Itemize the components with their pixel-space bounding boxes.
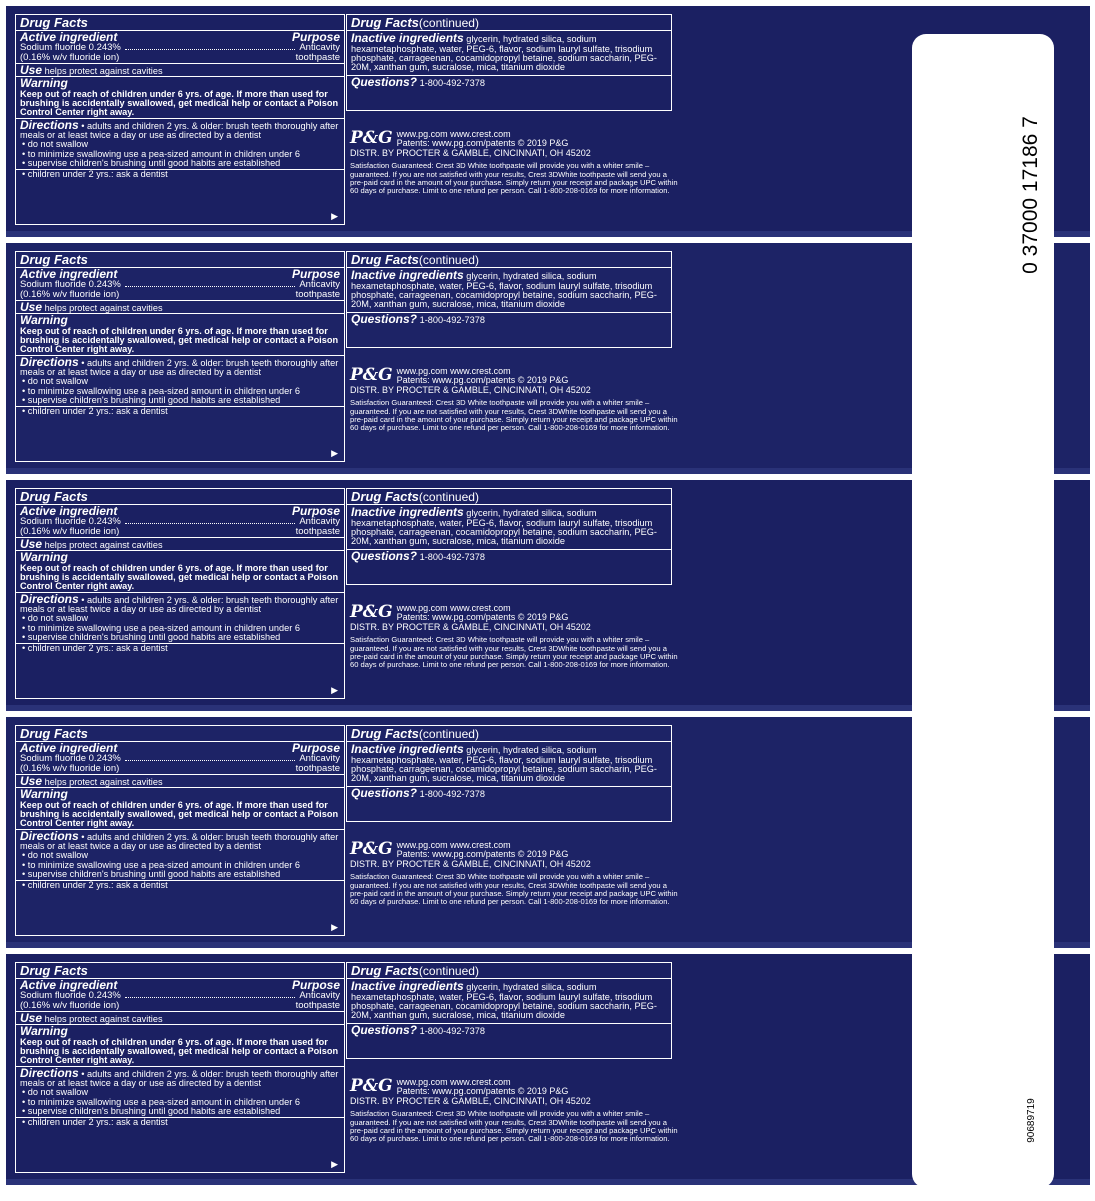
purpose-line: Anticavity xyxy=(299,42,340,54)
directions-heading: Directions xyxy=(20,354,79,369)
inactive-ingredients-text: glycerin, hydrated silica, sodium hexametaphosphate, water, PEG-6, flavor, sodium lauryl sulfate, trisodium phosphate, carrageenan, cocamidopropyl betaine, sodium saccharin, PEG-20M, xanthan gum, sucralose, mica, titanium dioxide xyxy=(351,982,657,1021)
web-links: www.pg.com www.crest.com xyxy=(396,840,511,850)
satisfaction-text: Satisfaction Guaranteed: Crest 3D White toothpaste will provide you with a whiter smile – guaranteed. If you are not satisfied with your results, Crest 3DWhite toothpaste will send you a pre-paid card in the amount of your purchase. Simply return your receipt and package UPC within 60 days of purchase. Limit to one refund per person. Call 1-800-208-0169 for more information. xyxy=(350,872,678,907)
purpose-line: toothpaste xyxy=(295,52,340,64)
manufacturer-info xyxy=(350,130,680,196)
inactive-ingredients-heading: Inactive ingredients xyxy=(351,505,464,520)
active-ingredient-heading: Active ingredient xyxy=(20,504,118,519)
satisfaction-text: Satisfaction Guaranteed: Crest 3D White toothpaste will provide you with a whiter smile – guaranteed. If you are not satisfied with your results, Crest 3DWhite toothpaste will send you a pre-paid card in the amount of your purchase. Simply return your receipt and package UPC within 60 days of purchase. Limit to one refund per person. Call 1-800-208-0169 for more information. xyxy=(350,1109,678,1144)
distributor-text: DISTR. BY PROCTER & GAMBLE, CINCINNATI, OH 45202 xyxy=(350,1095,591,1106)
ingredient-line: (0.16% w/v fluoride ion) xyxy=(20,289,120,301)
warning-heading: Warning xyxy=(20,787,68,802)
directions-text: • adults and children 2 yrs. & older: brush teeth thoroughly after meals or at least twice a day or use as directed by a dentist xyxy=(20,594,339,615)
satisfaction-text: Satisfaction Guaranteed: Crest 3D White toothpaste will provide you with a whiter smile – guaranteed. If you are not satisfied with your results, Crest 3DWhite toothpaste will send you a pre-paid card in the amount of your purchase. Simply return your receipt and package UPC within 60 days of purchase. Limit to one refund per person. Call 1-800-208-0169 for more information. xyxy=(350,398,678,433)
directions-heading: Directions xyxy=(20,117,79,132)
directions-text: • adults and children 2 yrs. & older: brush teeth thoroughly after meals or at least twice a day or use as directed by a dentist xyxy=(20,1068,339,1089)
use-text: helps protect against cavities xyxy=(44,539,163,550)
warning-text: Keep out of reach of children under 6 yrs. of age. If more than used for brushing is accidentally swallowed, get medical help or contact a Poison Control Center right away. xyxy=(20,88,339,118)
drug-facts-continued-heading: Drug Facts xyxy=(351,726,419,741)
direction-bullet: • to minimize swallowing use a pea-sized amount in children under 6 xyxy=(22,622,300,633)
pg-logo: P&G xyxy=(350,1076,393,1096)
inactive-ingredients-heading: Inactive ingredients xyxy=(351,742,464,757)
continued-label: (continued) xyxy=(418,253,479,267)
purpose-line: Anticavity xyxy=(299,990,340,1002)
ingredient-line: Sodium fluoride 0.243% xyxy=(20,42,121,54)
direction-bullet: • children under 2 yrs.: ask a dentist xyxy=(22,642,168,653)
pg-logo: P&G xyxy=(350,365,393,385)
ingredient-line: Sodium fluoride 0.243% xyxy=(20,753,121,765)
purpose-heading: Purpose xyxy=(291,978,340,993)
drug-facts-panel xyxy=(15,725,345,936)
inactive-ingredients-text: glycerin, hydrated silica, sodium hexametaphosphate, water, PEG-6, flavor, sodium lauryl sulfate, trisodium phosphate, carrageenan, cocamidopropyl betaine, sodium saccharin, PEG-20M, xanthan gum, sucralose, mica, titanium dioxide xyxy=(351,271,657,310)
inactive-ingredients-heading: Inactive ingredients xyxy=(351,268,464,283)
questions-phone: 1-800-492-7378 xyxy=(419,1025,485,1036)
manufacturer-info xyxy=(350,841,680,907)
drug-facts-panel xyxy=(15,488,345,699)
continue-arrow-icon: ▶ xyxy=(331,921,338,932)
questions-heading: Questions? xyxy=(351,785,418,800)
manufacturer-info xyxy=(350,1078,680,1144)
continued-label: (continued) xyxy=(418,490,479,504)
use-heading: Use xyxy=(20,773,43,788)
satisfaction-text: Satisfaction Guaranteed: Crest 3D White toothpaste will provide you with a whiter smile – guaranteed. If you are not satisfied with your results, Crest 3DWhite toothpaste will send you a pre-paid card in the amount of your purchase. Simply return your receipt and package UPC within 60 days of purchase. Limit to one refund per person. Call 1-800-208-0169 for more information. xyxy=(350,161,678,196)
manufacturer-info xyxy=(350,367,680,433)
direction-bullet: • to minimize swallowing use a pea-sized amount in children under 6 xyxy=(22,1096,300,1107)
active-ingredient-heading: Active ingredient xyxy=(20,267,118,282)
continued-label: (continued) xyxy=(418,727,479,741)
distributor-text: DISTR. BY PROCTER & GAMBLE, CINCINNATI, OH 45202 xyxy=(350,621,591,632)
patents-text: Patents: www.pg.com/patents © 2019 P&G xyxy=(396,138,569,149)
warning-text: Keep out of reach of children under 6 yrs. of age. If more than used for brushing is accidentally swallowed, get medical help or contact a Poison Control Center right away. xyxy=(20,799,339,829)
use-text: helps protect against cavities xyxy=(44,776,163,787)
questions-phone: 1-800-492-7378 xyxy=(419,314,485,325)
direction-bullet: • do not swallow xyxy=(22,139,89,150)
pg-logo: P&G xyxy=(350,602,393,622)
drug-facts-panel xyxy=(15,251,345,462)
ingredient-line: (0.16% w/v fluoride ion) xyxy=(20,526,120,538)
use-heading: Use xyxy=(20,62,43,77)
lot-code: 90689719 xyxy=(1025,1097,1037,1143)
web-links: www.pg.com www.crest.com xyxy=(396,603,511,613)
direction-bullet: • do not swallow xyxy=(22,613,89,624)
questions-heading: Questions? xyxy=(351,74,418,89)
use-heading: Use xyxy=(20,536,43,551)
upc-barcode-number: 0 37000 17186 7 xyxy=(1019,116,1042,274)
distributor-text: DISTR. BY PROCTER & GAMBLE, CINCINNATI, OH 45202 xyxy=(350,384,591,395)
satisfaction-text: Satisfaction Guaranteed: Crest 3D White toothpaste will provide you with a whiter smile – guaranteed. If you are not satisfied with your results, Crest 3DWhite toothpaste will send you a pre-paid card in the amount of your purchase. Simply return your receipt and package UPC within 60 days of purchase. Limit to one refund per person. Call 1-800-208-0169 for more information. xyxy=(350,635,678,670)
inactive-ingredients-heading: Inactive ingredients xyxy=(351,31,464,46)
direction-bullet: • children under 2 yrs.: ask a dentist xyxy=(22,405,168,416)
drug-facts-continued-heading: Drug Facts xyxy=(351,963,419,978)
continued-label: (continued) xyxy=(418,964,479,978)
continue-arrow-icon: ▶ xyxy=(331,1158,338,1169)
warning-heading: Warning xyxy=(20,76,68,91)
continued-label: (continued) xyxy=(418,16,479,30)
inactive-ingredients-text: glycerin, hydrated silica, sodium hexametaphosphate, water, PEG-6, flavor, sodium lauryl sulfate, trisodium phosphate, carrageenan, cocamidopropyl betaine, sodium saccharin, PEG-20M, xanthan gum, sucralose, mica, titanium dioxide xyxy=(351,34,657,73)
drug-facts-panel xyxy=(15,14,345,225)
purpose-heading: Purpose xyxy=(291,504,340,519)
direction-bullet: • to minimize swallowing use a pea-sized amount in children under 6 xyxy=(22,385,300,396)
purpose-line: toothpaste xyxy=(295,763,340,775)
patents-text: Patents: www.pg.com/patents © 2019 P&G xyxy=(396,375,569,386)
purpose-line: toothpaste xyxy=(295,526,340,538)
purpose-line: toothpaste xyxy=(295,289,340,301)
web-links: www.pg.com www.crest.com xyxy=(396,366,511,376)
drug-facts-continued-heading: Drug Facts xyxy=(351,489,419,504)
direction-bullet: • supervise children's brushing until good habits are established xyxy=(22,158,281,169)
direction-bullet: • children under 2 yrs.: ask a dentist xyxy=(22,879,168,890)
purpose-heading: Purpose xyxy=(291,267,340,282)
use-text: helps protect against cavities xyxy=(44,65,163,76)
direction-bullet: • to minimize swallowing use a pea-sized amount in children under 6 xyxy=(22,148,300,159)
continue-arrow-icon: ▶ xyxy=(331,447,338,458)
direction-bullet: • do not swallow xyxy=(22,1087,89,1098)
ingredient-line: (0.16% w/v fluoride ion) xyxy=(20,52,120,64)
inactive-ingredients-heading: Inactive ingredients xyxy=(351,979,464,994)
patents-text: Patents: www.pg.com/patents © 2019 P&G xyxy=(396,612,569,623)
purpose-heading: Purpose xyxy=(291,30,340,45)
directions-text: • adults and children 2 yrs. & older: brush teeth thoroughly after meals or at least twice a day or use as directed by a dentist xyxy=(20,357,339,378)
direction-bullet: • to minimize swallowing use a pea-sized amount in children under 6 xyxy=(22,859,300,870)
use-text: helps protect against cavities xyxy=(44,302,163,313)
purpose-heading: Purpose xyxy=(291,741,340,756)
drug-facts-continued-panel xyxy=(346,962,672,1059)
inactive-ingredients-text: glycerin, hydrated silica, sodium hexametaphosphate, water, PEG-6, flavor, sodium lauryl sulfate, trisodium phosphate, carrageenan, cocamidopropyl betaine, sodium saccharin, PEG-20M, xanthan gum, sucralose, mica, titanium dioxide xyxy=(351,508,657,547)
ingredient-line: Sodium fluoride 0.243% xyxy=(20,990,121,1002)
web-links: www.pg.com www.crest.com xyxy=(396,129,511,139)
warning-text: Keep out of reach of children under 6 yrs. of age. If more than used for brushing is accidentally swallowed, get medical help or contact a Poison Control Center right away. xyxy=(20,1036,339,1066)
direction-bullet: • do not swallow xyxy=(22,850,89,861)
pg-logo: P&G xyxy=(350,839,393,859)
directions-text: • adults and children 2 yrs. & older: brush teeth thoroughly after meals or at least twice a day or use as directed by a dentist xyxy=(20,120,339,141)
use-heading: Use xyxy=(20,1010,43,1025)
drug-facts-heading: Drug Facts xyxy=(20,963,88,978)
direction-bullet: • supervise children's brushing until good habits are established xyxy=(22,632,281,643)
active-ingredient-heading: Active ingredient xyxy=(20,741,118,756)
questions-phone: 1-800-492-7378 xyxy=(419,788,485,799)
ingredient-line: (0.16% w/v fluoride ion) xyxy=(20,763,120,775)
drug-facts-panel xyxy=(15,962,345,1173)
ingredient-line: Sodium fluoride 0.243% xyxy=(20,279,121,291)
purpose-line: Anticavity xyxy=(299,753,340,765)
ingredient-line: Sodium fluoride 0.243% xyxy=(20,516,121,528)
directions-heading: Directions xyxy=(20,591,79,606)
directions-heading: Directions xyxy=(20,828,79,843)
questions-heading: Questions? xyxy=(351,311,418,326)
warning-heading: Warning xyxy=(20,313,68,328)
inactive-ingredients-text: glycerin, hydrated silica, sodium hexametaphosphate, water, PEG-6, flavor, sodium lauryl sulfate, trisodium phosphate, carrageenan, cocamidopropyl betaine, sodium saccharin, PEG-20M, xanthan gum, sucralose, mica, titanium dioxide xyxy=(351,745,657,784)
drug-facts-continued-heading: Drug Facts xyxy=(351,252,419,267)
direction-bullet: • do not swallow xyxy=(22,376,89,387)
drug-facts-heading: Drug Facts xyxy=(20,726,88,741)
manufacturer-info xyxy=(350,604,680,670)
ingredient-line: (0.16% w/v fluoride ion) xyxy=(20,1000,120,1012)
active-ingredient-heading: Active ingredient xyxy=(20,30,118,45)
purpose-line: toothpaste xyxy=(295,1000,340,1012)
questions-phone: 1-800-492-7378 xyxy=(419,77,485,88)
purpose-line: Anticavity xyxy=(299,279,340,291)
questions-phone: 1-800-492-7378 xyxy=(419,551,485,562)
warning-text: Keep out of reach of children under 6 yrs. of age. If more than used for brushing is accidentally swallowed, get medical help or contact a Poison Control Center right away. xyxy=(20,562,339,592)
drug-facts-continued-panel xyxy=(346,488,672,585)
web-links: www.pg.com www.crest.com xyxy=(396,1077,511,1087)
direction-bullet: • supervise children's brushing until good habits are established xyxy=(22,395,281,406)
drug-facts-continued-heading: Drug Facts xyxy=(351,15,419,30)
directions-text: • adults and children 2 yrs. & older: brush teeth thoroughly after meals or at least twice a day or use as directed by a dentist xyxy=(20,831,339,852)
drug-facts-continued-panel xyxy=(346,725,672,822)
drug-facts-heading: Drug Facts xyxy=(20,252,88,267)
use-text: helps protect against cavities xyxy=(44,1013,163,1024)
continue-arrow-icon: ▶ xyxy=(331,210,338,221)
purpose-line: Anticavity xyxy=(299,516,340,528)
distributor-text: DISTR. BY PROCTER & GAMBLE, CINCINNATI, OH 45202 xyxy=(350,858,591,869)
direction-bullet: • children under 2 yrs.: ask a dentist xyxy=(22,168,168,179)
direction-bullet: • supervise children's brushing until good habits are established xyxy=(22,869,281,880)
questions-heading: Questions? xyxy=(351,548,418,563)
pg-logo: P&G xyxy=(350,128,393,148)
questions-heading: Questions? xyxy=(351,1022,418,1037)
continue-arrow-icon: ▶ xyxy=(331,684,338,695)
direction-bullet: • children under 2 yrs.: ask a dentist xyxy=(22,1116,168,1127)
drug-facts-continued-panel xyxy=(346,14,672,111)
use-heading: Use xyxy=(20,299,43,314)
directions-heading: Directions xyxy=(20,1065,79,1080)
warning-heading: Warning xyxy=(20,1024,68,1039)
drug-facts-heading: Drug Facts xyxy=(20,489,88,504)
distributor-text: DISTR. BY PROCTER & GAMBLE, CINCINNATI, OH 45202 xyxy=(350,147,591,158)
drug-facts-continued-panel xyxy=(346,251,672,348)
warning-text: Keep out of reach of children under 6 yrs. of age. If more than used for brushing is accidentally swallowed, get medical help or contact a Poison Control Center right away. xyxy=(20,325,339,355)
drug-facts-heading: Drug Facts xyxy=(20,15,88,30)
direction-bullet: • supervise children's brushing until good habits are established xyxy=(22,1106,281,1117)
active-ingredient-heading: Active ingredient xyxy=(20,978,118,993)
warning-heading: Warning xyxy=(20,550,68,565)
patents-text: Patents: www.pg.com/patents © 2019 P&G xyxy=(396,1086,569,1097)
patents-text: Patents: www.pg.com/patents © 2019 P&G xyxy=(396,849,569,860)
